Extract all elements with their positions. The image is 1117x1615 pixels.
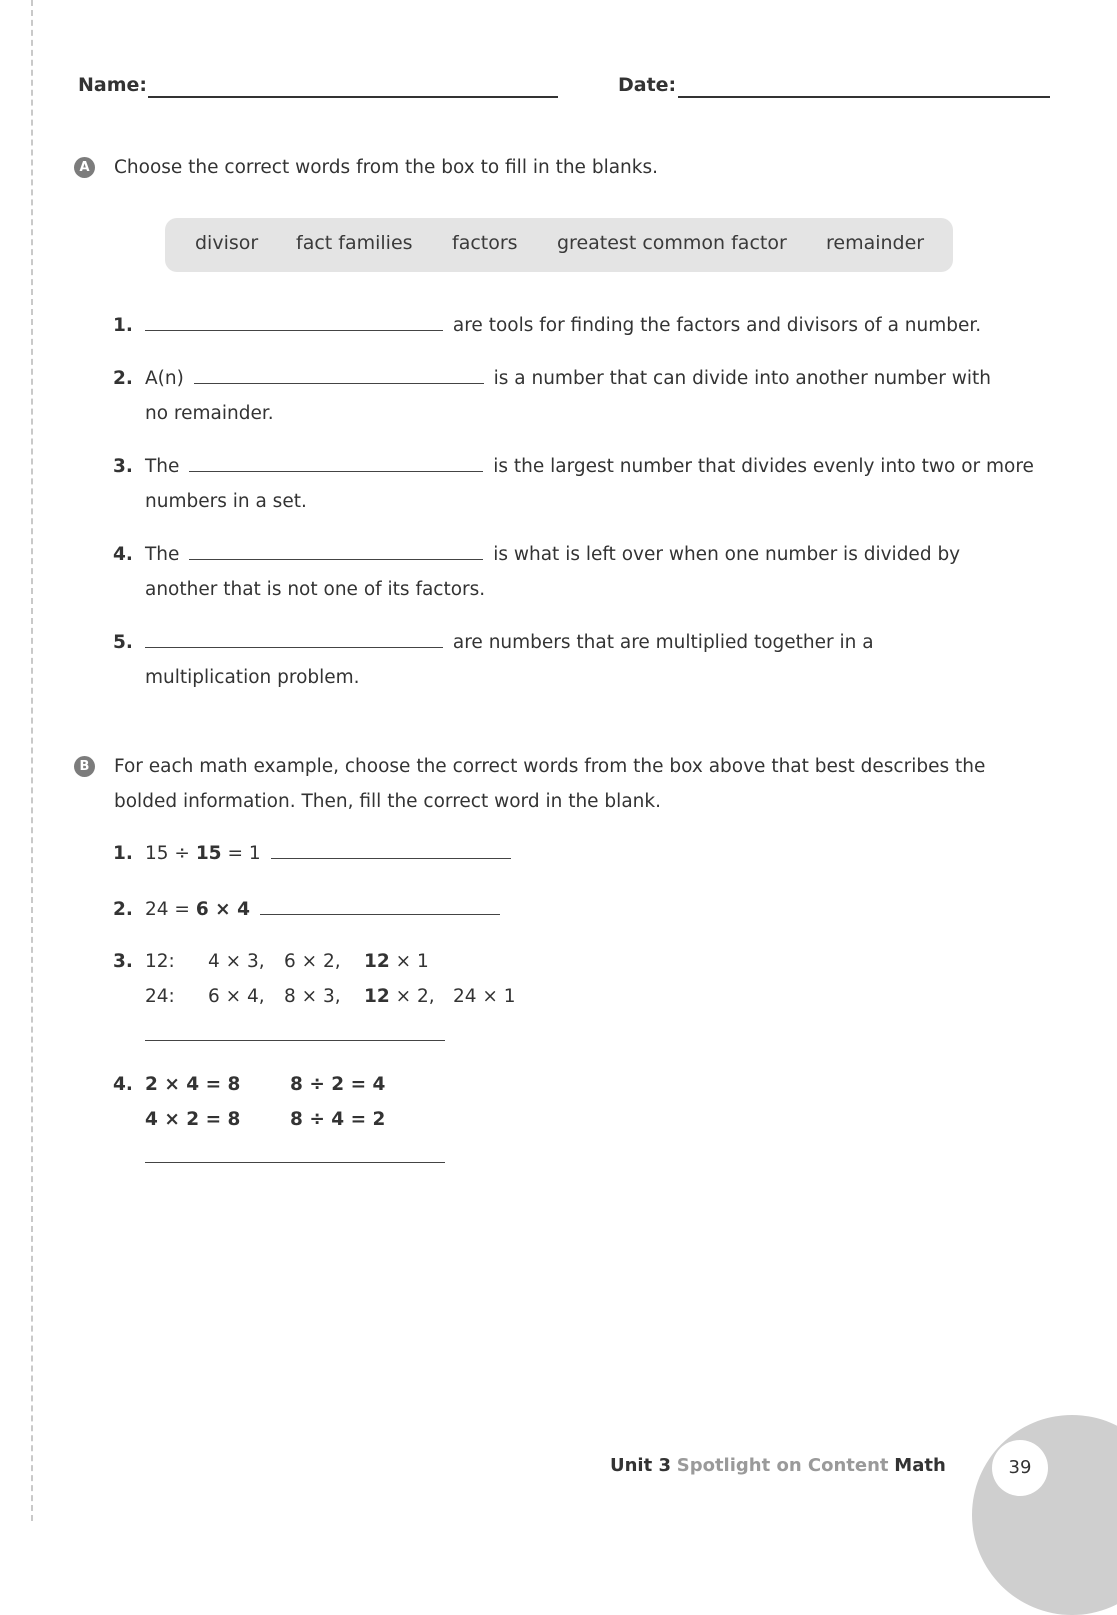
item-number: 1. <box>113 315 133 336</box>
math-bold-text: 4 × 2 = 8 <box>145 1109 241 1130</box>
section-a-instruction: Choose the correct words from the box to fill in the blanks. <box>114 157 658 178</box>
math-text: 24 = <box>145 899 196 920</box>
item-text: A(n) <box>145 368 184 389</box>
answer-blank[interactable] <box>145 330 443 331</box>
section-b-instruction: bolded information. Then, fill the correct word in the blank. <box>114 791 661 812</box>
item-text: another that is not one of its factors. <box>145 579 486 600</box>
section-b-badge: B <box>74 756 95 777</box>
math-text: 12: <box>145 951 175 972</box>
list-item <box>113 308 1053 344</box>
list-item <box>113 361 1053 431</box>
math-text: × 2, <box>389 986 435 1007</box>
word-bank-item: factors <box>452 232 518 254</box>
item-text: multiplication problem. <box>145 667 360 688</box>
name-label: Name: <box>78 74 148 96</box>
item-number: 3. <box>113 951 133 972</box>
answer-blank[interactable] <box>271 858 511 859</box>
item-number: 5. <box>113 632 133 653</box>
word-bank-item: greatest common factor <box>557 232 787 254</box>
math-text: 8 × 3, <box>284 986 341 1007</box>
date-field[interactable] <box>678 96 1050 98</box>
item-text: is a number that can divide into another number with <box>493 368 991 389</box>
math-text: × 1 <box>389 951 429 972</box>
answer-blank[interactable] <box>145 1040 445 1041</box>
page-number: 39 <box>992 1440 1048 1496</box>
item-number: 2. <box>113 899 133 920</box>
answer-blank[interactable] <box>189 559 483 560</box>
item-text: are tools for finding the factors and divisors of a number. <box>452 315 982 336</box>
list-item <box>113 537 1053 607</box>
word-bank-item: remainder <box>826 232 925 254</box>
math-text: 15 ÷ <box>145 843 196 864</box>
item-text: numbers in a set. <box>145 491 307 512</box>
math-bold-text: 6 × 4 <box>195 899 250 920</box>
item-number: 4. <box>113 1074 133 1095</box>
footer-subject: Math <box>894 1455 946 1476</box>
page-corner-decoration <box>972 1415 1117 1615</box>
math-bold-text: 8 ÷ 4 = 2 <box>290 1109 386 1130</box>
answer-blank[interactable] <box>260 914 500 915</box>
item-number: 1. <box>113 843 133 864</box>
section-a-heading <box>74 150 658 185</box>
footer-unit: Unit 3 <box>610 1455 671 1476</box>
list-item <box>113 836 1053 872</box>
header-row <box>78 74 1050 104</box>
math-bold-text: 15 <box>195 843 222 864</box>
item-text: no remainder. <box>145 403 274 424</box>
answer-blank[interactable] <box>189 471 483 472</box>
math-text: 24: <box>145 986 175 1007</box>
math-text: 24 × 1 <box>453 986 516 1007</box>
page-margin-guide <box>31 0 33 1521</box>
section-b-heading <box>74 749 985 819</box>
section-a-badge: A <box>74 157 95 178</box>
math-text: = 1 <box>221 843 261 864</box>
footer-title <box>610 1455 946 1476</box>
item-text: is the largest number that divides evenly into two or more <box>493 456 1034 477</box>
math-text: 6 × 2, <box>284 951 341 972</box>
list-item <box>113 625 1053 695</box>
item-text: The <box>145 456 180 477</box>
item-text: is what is left over when one number is divided by <box>493 544 961 565</box>
math-bold-text: 12 <box>364 951 390 972</box>
math-bold-text: 12 <box>364 986 390 1007</box>
word-bank <box>165 218 953 272</box>
math-bold-text: 2 × 4 = 8 <box>145 1074 241 1095</box>
answer-blank[interactable] <box>145 647 443 648</box>
item-number: 4. <box>113 544 133 565</box>
name-field[interactable] <box>148 96 558 98</box>
item-number: 2. <box>113 368 133 389</box>
item-number: 3. <box>113 456 133 477</box>
word-bank-item: fact families <box>296 232 413 254</box>
list-item <box>113 449 1053 519</box>
answer-blank[interactable] <box>194 383 484 384</box>
word-bank-item: divisor <box>195 232 259 254</box>
section-b-instruction: For each math example, choose the correct words from the box above that best describes the <box>114 756 986 777</box>
item-text: are numbers that are multiplied together in a <box>452 632 874 653</box>
list-item <box>113 892 1053 928</box>
math-text: 6 × 4, <box>208 986 265 1007</box>
footer-spotlight: Spotlight on Content <box>676 1455 889 1476</box>
math-bold-text: 8 ÷ 2 = 4 <box>290 1074 386 1095</box>
math-text: 4 × 3, <box>208 951 265 972</box>
item-text: The <box>145 544 180 565</box>
date-label: Date: <box>618 74 677 96</box>
answer-blank[interactable] <box>145 1162 445 1163</box>
